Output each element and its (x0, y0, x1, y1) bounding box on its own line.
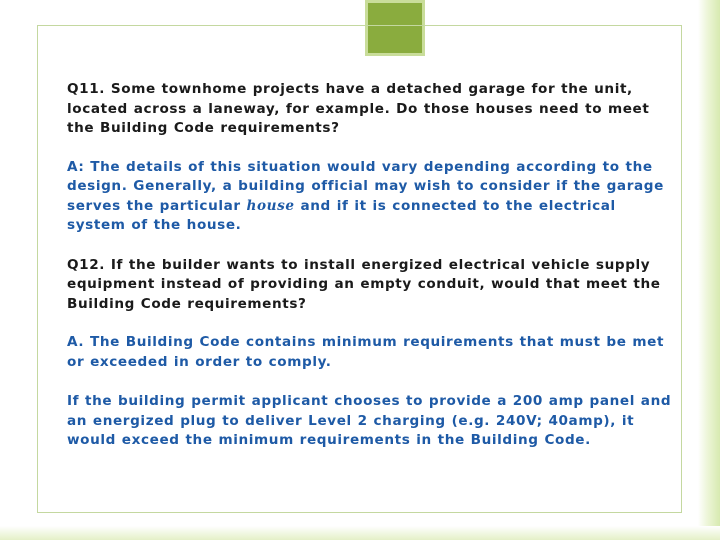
answer-q12-paragraph-1: A. The Building Code contains minimum requirements that must be met or exceeded in order to comply. (67, 334, 665, 370)
question-q11: Q11. Some townhome projects have a detached garage for the unit, located across a laneway, for example. Do those houses need to meet the Building Code requirements? (67, 81, 650, 136)
answer-q11-text-1: A: The details of this situation would vary depending according to the design. Generally, a building official may wish to consider if the garage serves the particular (67, 158, 664, 214)
answer-q11 (67, 158, 672, 236)
answer-q12-paragraph-2: If the building permit applicant chooses to provide a 200 amp panel and an energized plug to deliver Level 2 charging (e.g. 240V; 40amp), it would exceed the minimum requirements in the Building Code. (67, 393, 672, 448)
question-q12: Q12. If the builder wants to install energized electrical vehicle supply equipment instead of providing an empty conduit, would that meet the Building Code requirements? (67, 256, 661, 312)
slide-content (67, 80, 672, 451)
answer-q11-text-2: and if it is connected to the electrical system of the house. (67, 197, 616, 233)
answer-q11-emphasis: house (246, 197, 295, 214)
green-edge-stripe-bottom (0, 526, 720, 540)
green-edge-stripe-right (698, 0, 720, 540)
